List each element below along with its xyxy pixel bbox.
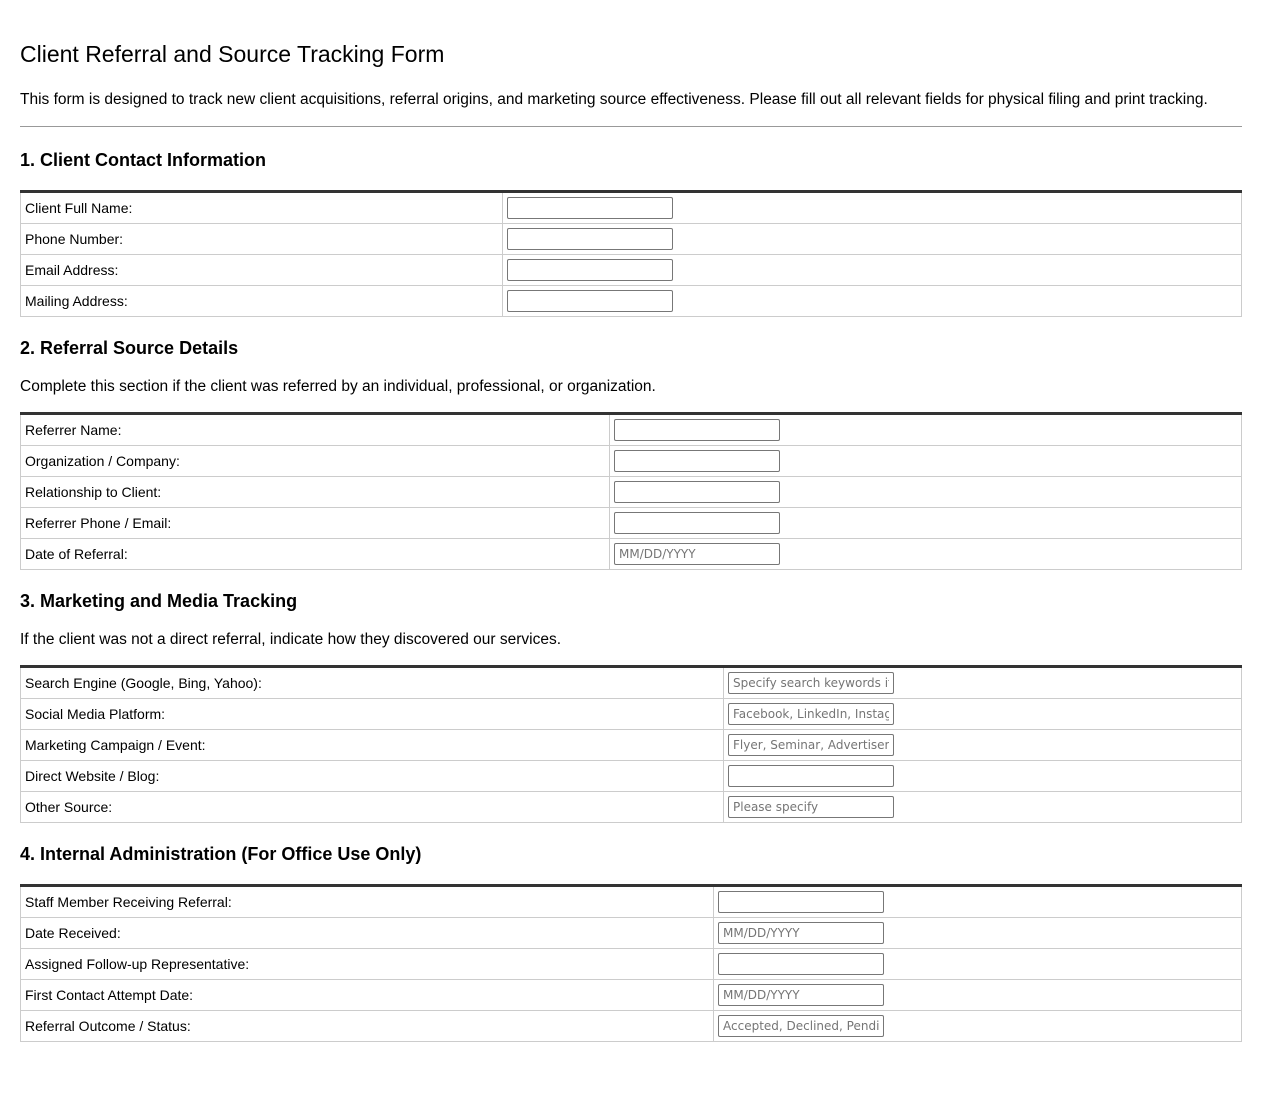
field-cell: [724, 699, 1242, 730]
section-heading-client-contact: 1. Client Contact Information: [20, 150, 267, 170]
table-row: [21, 414, 1242, 446]
table-row: [21, 508, 1242, 539]
field-label: Other Source:: [21, 792, 724, 823]
section-description: If the client was not a direct referral, indicate how they discovered our services.: [20, 631, 562, 648]
phone-number-input[interactable]: [507, 228, 673, 250]
search-engine-input[interactable]: [728, 672, 894, 694]
field-label: Referrer Phone / Email:: [21, 508, 610, 539]
referrer-phone-email-input[interactable]: [614, 512, 780, 534]
field-label: Referral Outcome / Status:: [21, 1011, 714, 1042]
field-label: Relationship to Client:: [21, 477, 610, 508]
organization-company-input[interactable]: [614, 450, 780, 472]
field-cell: [714, 886, 1242, 918]
referral-form: [20, 40, 1242, 1042]
other-source-input[interactable]: [728, 796, 894, 818]
field-label: Referrer Name:: [21, 414, 610, 446]
referrer-name-input[interactable]: [614, 419, 780, 441]
table-row: [21, 730, 1242, 761]
field-cell: [714, 1011, 1242, 1042]
field-cell: [610, 477, 1242, 508]
table-row: [21, 539, 1242, 570]
date-received-input[interactable]: [718, 922, 884, 944]
field-label: Date Received:: [21, 918, 714, 949]
field-cell: [724, 667, 1242, 699]
marketing-media-table: [20, 665, 1242, 823]
table-row: [21, 224, 1242, 255]
referral-source-table: [20, 412, 1242, 570]
client-contact-table: [20, 190, 1242, 317]
field-label: Mailing Address:: [21, 286, 503, 317]
table-row: [21, 1011, 1242, 1042]
section-heading-marketing-media: 3. Marketing and Media Tracking: [20, 591, 298, 611]
table-row: [21, 792, 1242, 823]
table-row: [21, 980, 1242, 1011]
table-row: [21, 255, 1242, 286]
field-label: First Contact Attempt Date:: [21, 980, 714, 1011]
table-row: [21, 477, 1242, 508]
staff-member-input[interactable]: [718, 891, 884, 913]
field-cell: [714, 980, 1242, 1011]
email-address-input[interactable]: [507, 259, 673, 281]
field-cell: [610, 446, 1242, 477]
header-divider: [20, 126, 1242, 127]
table-row: [21, 918, 1242, 949]
follow-up-representative-input[interactable]: [718, 953, 884, 975]
field-label: Staff Member Receiving Referral:: [21, 886, 714, 918]
section-heading-referral-source: 2. Referral Source Details: [20, 338, 239, 358]
date-of-referral-input[interactable]: [614, 543, 780, 565]
mailing-address-input[interactable]: [507, 290, 673, 312]
field-label: Assigned Follow-up Representative:: [21, 949, 714, 980]
field-cell: [503, 286, 1242, 317]
field-cell: [610, 539, 1242, 570]
marketing-campaign-event-input[interactable]: [728, 734, 894, 756]
internal-admin-table: [20, 884, 1242, 1042]
table-row: [21, 192, 1242, 224]
referral-outcome-status-input[interactable]: [718, 1015, 884, 1037]
table-row: [21, 699, 1242, 730]
field-cell: [724, 792, 1242, 823]
table-row: [21, 667, 1242, 699]
field-label: Date of Referral:: [21, 539, 610, 570]
field-label: Client Full Name:: [21, 192, 503, 224]
field-cell: [714, 918, 1242, 949]
page-title: Client Referral and Source Tracking Form: [20, 41, 445, 67]
table-row: [21, 286, 1242, 317]
field-cell: [503, 192, 1242, 224]
field-cell: [610, 508, 1242, 539]
field-cell: [503, 224, 1242, 255]
form-intro: This form is designed to track new client acquisitions, referral origins, and marketing source effectiveness. Please fill out all relevant fields for physical filing and print tracking.: [20, 91, 1208, 108]
field-cell: [714, 949, 1242, 980]
first-contact-date-input[interactable]: [718, 984, 884, 1006]
field-cell: [724, 730, 1242, 761]
field-label: Organization / Company:: [21, 446, 610, 477]
section-description: Complete this section if the client was referred by an individual, professional, or organization.: [20, 378, 656, 395]
direct-website-blog-input[interactable]: [728, 765, 894, 787]
section-heading-internal-admin: 4. Internal Administration (For Office Use Only): [20, 844, 422, 864]
table-row: [21, 949, 1242, 980]
field-label: Social Media Platform:: [21, 699, 724, 730]
relationship-to-client-input[interactable]: [614, 481, 780, 503]
table-row: [21, 886, 1242, 918]
table-row: [21, 446, 1242, 477]
field-label: Marketing Campaign / Event:: [21, 730, 724, 761]
field-label: Phone Number:: [21, 224, 503, 255]
field-label: Search Engine (Google, Bing, Yahoo):: [21, 667, 724, 699]
field-label: Email Address:: [21, 255, 503, 286]
social-media-platform-input[interactable]: [728, 703, 894, 725]
field-cell: [610, 414, 1242, 446]
field-cell: [724, 761, 1242, 792]
client-full-name-input[interactable]: [507, 197, 673, 219]
table-row: [21, 761, 1242, 792]
field-cell: [503, 255, 1242, 286]
field-label: Direct Website / Blog:: [21, 761, 724, 792]
